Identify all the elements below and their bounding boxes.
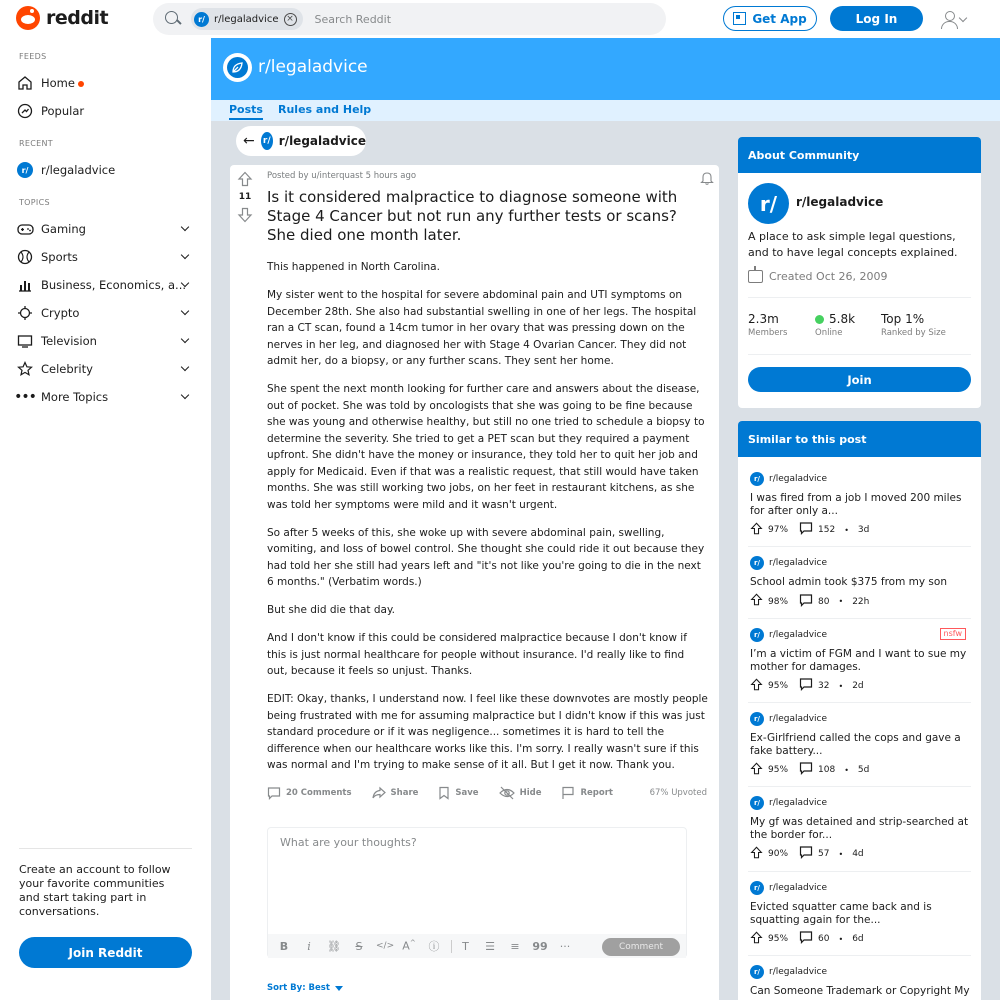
divider bbox=[748, 786, 971, 787]
back-to-subreddit-button[interactable] bbox=[236, 126, 366, 156]
search-bar[interactable] bbox=[153, 3, 666, 35]
code-icon[interactable]: </> bbox=[376, 941, 395, 951]
upvote-icon bbox=[750, 846, 763, 863]
get-app-label: Get App bbox=[752, 11, 807, 26]
post-paragraph: But she did die that day. bbox=[267, 604, 396, 616]
separator-dot: • bbox=[838, 597, 844, 606]
sort-label: Sort By: Best bbox=[267, 983, 330, 993]
hide-button[interactable] bbox=[499, 786, 542, 800]
stat-online bbox=[815, 312, 855, 338]
sports-ball-icon bbox=[16, 248, 34, 266]
divider bbox=[748, 297, 971, 298]
subreddit-avatar-icon: r/ bbox=[16, 161, 34, 179]
post-paragraph: So after 5 weeks of this, she woke up with severe abdominal pain, swelling, vomiting, and loss of bowel control. She thought she could ride it out because they had told her she still had years left and "it's not like you're going to die in the next 6 months." (Verbatim words.) bbox=[267, 526, 705, 588]
similar-post-item[interactable] bbox=[750, 712, 970, 779]
similar-post-sub-name: r/legaladvice bbox=[769, 967, 828, 977]
comment-submit-button[interactable]: Comment bbox=[602, 938, 680, 956]
more-icon: ••• bbox=[14, 389, 36, 405]
more-options-icon[interactable]: ··· bbox=[559, 939, 571, 953]
about-community-card bbox=[738, 137, 981, 408]
bar-chart-icon bbox=[16, 276, 34, 294]
stat-label: Ranked by Size bbox=[881, 328, 946, 338]
similar-post-sub-name: r/legaladvice bbox=[769, 474, 828, 484]
comment-icon bbox=[799, 845, 813, 863]
similar-post-upvote-ratio: 97% bbox=[768, 525, 789, 535]
sidebar-item-label: Popular bbox=[41, 104, 85, 118]
join-community-button[interactable]: Join bbox=[748, 367, 971, 392]
sidebar-item-gaming[interactable] bbox=[16, 218, 196, 240]
similar-post-sub-name: r/legaladvice bbox=[769, 558, 828, 568]
nsfw-badge: nsfw bbox=[940, 628, 966, 640]
feeds-heading: FEEDS bbox=[19, 52, 47, 61]
similar-post-comments: 60 bbox=[818, 934, 830, 944]
similar-post-subreddit bbox=[750, 965, 970, 979]
hide-eye-icon bbox=[499, 786, 515, 800]
television-icon bbox=[16, 332, 34, 350]
similar-post-title: I was fired from a job I moved 200 miles for after only a... bbox=[750, 492, 962, 517]
flag-icon bbox=[561, 786, 575, 800]
about-heading: About Community bbox=[738, 137, 981, 173]
popular-icon bbox=[16, 102, 34, 120]
topics-heading: TOPICS bbox=[19, 198, 50, 207]
similar-post-comments: 108 bbox=[818, 765, 836, 775]
search-icon bbox=[165, 11, 181, 27]
sidebar-item-label: Sports bbox=[41, 250, 78, 264]
divider bbox=[748, 871, 971, 872]
separator-dot: • bbox=[838, 849, 844, 859]
top-header bbox=[0, 0, 1000, 38]
community-avatar: r/ bbox=[748, 183, 789, 224]
upvote-icon bbox=[750, 931, 763, 948]
signup-prompt: Create an account to follow your favorite communities and start taking part in conversations. bbox=[19, 863, 171, 918]
similar-post-sub-name: r/legaladvice bbox=[769, 714, 828, 724]
similar-post-title: Evicted squatter came back and is squatting again for the... bbox=[750, 901, 932, 926]
cake-icon bbox=[748, 270, 763, 283]
sidebar-item-crypto[interactable] bbox=[16, 302, 196, 324]
similar-post-title: School admin took $375 from my son bbox=[750, 576, 947, 588]
post-paragraph: My sister went to the hospital for severe abdominal pain and UTI symptoms on December 28th. She also had substantial swelling in one of her legs. The hospital ran a CT scan, found a 14cm tumor in her ovary that was pressing down on the nerves in her leg, and diagnosed her with Stage 4 Ovarian Cancer. They did not admit her, do a biopsy, or any further scans. They sent her home. bbox=[267, 289, 697, 367]
stat-value: Top 1% bbox=[881, 312, 925, 326]
star-icon bbox=[16, 360, 34, 378]
subreddit-tabs bbox=[211, 100, 1000, 121]
back-arrow-icon: ← bbox=[243, 133, 255, 149]
post-paragraph: She spent the next month looking for further care and answers about the disease, out of pocket. She was told by oncologists that she was going to be fine because she was young and otherwise healthy, but still no one tried to schedule a biopsy to determine the severity. She tried to get a PET scan but they required a payment upfront. She didn't have the money or insurance, they told her to quit her job and apply for Medicaid. Even if that was a realistic request, that still would have taken months. She was still working two jobs, on her feet in restaurant kitchens, as she was told her symptoms were mild and it wasn't urgent. bbox=[267, 383, 705, 511]
similar-post-subreddit bbox=[750, 556, 970, 570]
subreddit-banner bbox=[211, 38, 1000, 100]
divider bbox=[748, 702, 971, 703]
comment-icon bbox=[799, 930, 813, 948]
chevron-down-icon bbox=[181, 307, 189, 315]
left-sidebar bbox=[0, 38, 211, 1000]
stat-value-row bbox=[815, 312, 855, 326]
similar-post-sub-name: r/legaladvice bbox=[769, 630, 828, 640]
tab-rules-and-help[interactable]: Rules and Help bbox=[278, 103, 372, 116]
gamepad-icon bbox=[16, 220, 34, 238]
similar-post-subreddit bbox=[750, 881, 970, 895]
similar-post-title: I’m a victim of FGM and I want to sue my mother for damages. bbox=[750, 648, 967, 673]
stat-label: Online bbox=[815, 328, 843, 338]
stat-rank bbox=[881, 312, 946, 338]
chevron-down-icon bbox=[181, 391, 189, 399]
user-icon bbox=[941, 11, 957, 28]
comment-input[interactable] bbox=[268, 828, 686, 933]
sidebar-item-business[interactable] bbox=[16, 274, 196, 296]
divider bbox=[748, 546, 971, 547]
similar-post-comments: 80 bbox=[818, 596, 830, 607]
post-card bbox=[230, 165, 719, 1000]
reddit-logo[interactable] bbox=[16, 6, 108, 30]
subreddit-avatar-icon: r/ bbox=[750, 796, 764, 810]
report-label: Report bbox=[580, 788, 613, 798]
similar-post-item[interactable] bbox=[750, 472, 970, 539]
comments-count: 20 Comments bbox=[286, 788, 352, 798]
online-indicator bbox=[815, 315, 824, 324]
heading-icon[interactable]: T bbox=[451, 940, 473, 953]
upvote-icon bbox=[750, 522, 763, 539]
divider bbox=[19, 848, 192, 849]
crypto-icon bbox=[16, 304, 34, 322]
comment-icon bbox=[267, 786, 281, 800]
divider bbox=[748, 618, 971, 619]
search-scope-chip[interactable] bbox=[191, 8, 303, 30]
similar-post-sub-name: r/legaladvice bbox=[769, 883, 828, 893]
separator-dot: • bbox=[838, 934, 844, 944]
join-reddit-button[interactable]: Join Reddit bbox=[19, 937, 192, 968]
sort-dropdown[interactable] bbox=[267, 983, 343, 993]
similar-post-upvote-ratio: 95% bbox=[768, 934, 789, 944]
subreddit-avatar-icon: r/ bbox=[750, 712, 764, 726]
similar-post-age: 22h bbox=[852, 596, 870, 607]
similar-post-stats bbox=[750, 593, 970, 611]
similar-post-subreddit bbox=[750, 712, 970, 726]
comment-icon bbox=[799, 593, 813, 611]
subreddit-avatar-icon: r/ bbox=[261, 132, 273, 150]
upvote-icon bbox=[750, 593, 763, 610]
login-button[interactable]: Log In bbox=[830, 6, 923, 31]
subreddit-avatar-icon: r/ bbox=[750, 965, 764, 979]
sidebar-item-sports[interactable] bbox=[16, 246, 196, 268]
subreddit-avatar-icon: r/ bbox=[750, 881, 764, 895]
vote-count: 11 bbox=[238, 192, 252, 202]
similar-post-upvote-ratio: 90% bbox=[768, 849, 789, 859]
separator-dot: • bbox=[844, 525, 849, 535]
chevron-down-icon bbox=[181, 251, 189, 259]
post-meta: Posted by u/interquast 5 hours ago bbox=[267, 171, 417, 181]
sidebar-item-celebrity[interactable] bbox=[16, 358, 196, 380]
comment-editor bbox=[267, 827, 687, 958]
sidebar-item-home[interactable] bbox=[16, 72, 196, 94]
similar-post-upvote-ratio: 95% bbox=[768, 765, 789, 775]
similar-posts-card bbox=[738, 421, 981, 1000]
comment-icon bbox=[799, 677, 813, 695]
recent-heading: RECENT bbox=[19, 139, 53, 148]
home-icon bbox=[16, 74, 34, 92]
quote-icon[interactable]: 99 bbox=[532, 939, 548, 953]
similar-post-title: Can Someone Trademark or Copyright My bbox=[750, 985, 970, 997]
search-chip-label: r/legaladvice bbox=[214, 13, 279, 25]
chevron-down-icon bbox=[181, 363, 189, 371]
search-input[interactable] bbox=[315, 13, 615, 26]
similar-post-age: 6d bbox=[852, 934, 864, 944]
italic-icon[interactable]: i bbox=[307, 939, 311, 953]
similar-post-item[interactable] bbox=[750, 796, 970, 863]
similar-post-age: 3d bbox=[857, 525, 870, 535]
sidebar-item-more-topics[interactable] bbox=[16, 386, 196, 408]
bookmark-icon bbox=[438, 786, 450, 800]
tab-posts[interactable]: Posts bbox=[229, 103, 263, 120]
qr-code-icon bbox=[733, 12, 746, 25]
comments-button[interactable] bbox=[267, 786, 352, 800]
similar-post-subreddit bbox=[750, 796, 970, 810]
downvote-icon[interactable] bbox=[237, 207, 253, 223]
stat-value: 2.3m bbox=[748, 312, 779, 326]
upvote-icon bbox=[750, 762, 763, 779]
sidebar-item-label: Business, Economics, a... bbox=[41, 278, 187, 292]
upvote-icon[interactable] bbox=[237, 171, 253, 187]
share-button[interactable] bbox=[372, 786, 419, 800]
similar-post-stats bbox=[750, 845, 970, 863]
logo-text: reddit bbox=[46, 7, 109, 29]
similar-post-stats bbox=[750, 677, 970, 695]
chevron-down-icon bbox=[959, 13, 967, 21]
subreddit-avatar-icon: r/ bbox=[750, 472, 764, 486]
sidebar-item-label: Television bbox=[41, 334, 97, 348]
similar-post-stats bbox=[750, 930, 970, 948]
similar-post-upvote-ratio: 98% bbox=[768, 596, 789, 607]
sidebar-item-label: Gaming bbox=[41, 222, 86, 236]
community-name[interactable]: r/legaladvice bbox=[796, 195, 884, 209]
chevron-down-icon bbox=[181, 335, 189, 343]
sidebar-item-popular[interactable] bbox=[16, 100, 196, 122]
post-paragraph: EDIT: Okay, thanks, I understand now. I feel like these downvotes are mostly people being frustrated with me for assuming malpractice but I didn't know if this was just standard procedure or if it was negligence... sometimes it is hard to tell the difference when our healthcare works like this. I'm sorry. I really wasn't sure if this was normal and I'm trying to make sense of it all. But I get it now. Thank you. bbox=[267, 693, 708, 771]
chevron-down-icon bbox=[181, 223, 189, 231]
upvote-icon bbox=[750, 678, 763, 695]
save-label: Save bbox=[455, 788, 479, 798]
stat-members bbox=[748, 312, 787, 338]
bulleted-list-icon[interactable]: ☰ bbox=[485, 939, 495, 953]
divider bbox=[748, 354, 971, 355]
similar-post-sub-name: r/legaladvice bbox=[769, 798, 828, 808]
notification-dot bbox=[78, 81, 84, 87]
sidebar-item-label: Home bbox=[41, 76, 75, 90]
stat-value: 5.8k bbox=[829, 312, 856, 326]
post-body bbox=[267, 259, 708, 785]
comment-icon bbox=[799, 761, 813, 779]
similar-heading: Similar to this post bbox=[738, 421, 981, 457]
sidebar-item-television[interactable] bbox=[16, 330, 196, 352]
similar-post-stats bbox=[750, 761, 970, 779]
sidebar-item-legaladvice[interactable] bbox=[16, 159, 196, 181]
sidebar-item-label: Crypto bbox=[41, 306, 80, 320]
post-paragraph: This happened in North Carolina. bbox=[267, 261, 440, 273]
separator-dot: • bbox=[838, 681, 844, 691]
similar-post-comments: 152 bbox=[818, 525, 836, 535]
subreddit-avatar-icon: r/ bbox=[750, 628, 764, 642]
share-icon bbox=[372, 786, 386, 800]
close-icon[interactable]: × bbox=[284, 13, 297, 26]
caret-down-icon bbox=[335, 986, 343, 991]
share-label: Share bbox=[390, 788, 419, 798]
sidebar-item-label: Celebrity bbox=[41, 362, 93, 376]
hide-label: Hide bbox=[519, 788, 542, 798]
post-actions bbox=[267, 783, 707, 803]
spoiler-icon[interactable]: ⓘ bbox=[428, 940, 440, 953]
similar-post-upvote-ratio: 95% bbox=[768, 681, 789, 691]
subreddit-avatar-icon: r/ bbox=[194, 12, 209, 27]
community-created bbox=[748, 270, 888, 283]
similar-post-age: 5d bbox=[857, 765, 870, 775]
similar-post-comments: 57 bbox=[818, 849, 830, 859]
similar-post-title: My gf was detained and strip-searched at the border for... bbox=[750, 816, 969, 841]
separator-dot: • bbox=[844, 765, 849, 775]
stat-label: Members bbox=[748, 328, 788, 338]
subreddit-title: r/legaladvice bbox=[258, 57, 368, 77]
get-app-button[interactable] bbox=[723, 6, 817, 31]
similar-post-item[interactable] bbox=[750, 628, 970, 695]
similar-post-item[interactable] bbox=[750, 881, 970, 948]
similar-post-subreddit bbox=[750, 472, 970, 486]
vote-column bbox=[230, 165, 260, 223]
bell-icon[interactable] bbox=[700, 171, 714, 185]
bold-icon[interactable]: B bbox=[279, 939, 289, 953]
divider bbox=[748, 955, 971, 956]
similar-post-comments: 32 bbox=[818, 681, 830, 691]
subreddit-name: r/legaladvice bbox=[278, 134, 366, 148]
editor-toolbar bbox=[268, 934, 686, 958]
similar-post-age: 2d bbox=[852, 681, 864, 691]
subreddit-avatar-icon: r/ bbox=[750, 556, 764, 570]
superscript-icon[interactable]: A^ bbox=[402, 939, 416, 953]
created-date: Created Oct 26, 2009 bbox=[769, 270, 888, 283]
sidebar-item-label: r/legaladvice bbox=[41, 163, 116, 177]
similar-post-stats bbox=[750, 521, 970, 539]
post-paragraph: And I don't know if this could be considered malpractice because I don't know if this is just normal healthcare for people without insurance. I'd really like to find out, because it feels so unjust. Thanks. bbox=[267, 632, 687, 677]
link-icon[interactable]: ⛓ bbox=[327, 939, 341, 953]
similar-post-item[interactable] bbox=[750, 556, 970, 611]
similar-post-subreddit bbox=[750, 628, 970, 642]
strikethrough-icon[interactable]: S bbox=[355, 939, 363, 953]
similar-post-item[interactable] bbox=[750, 965, 970, 998]
post-title: Is it considered malpractice to diagnose someone with Stage 4 Cancer but not run any further tests or scans? She died one month later. bbox=[267, 188, 678, 244]
numbered-list-icon[interactable]: ≡ bbox=[510, 939, 520, 953]
reddit-logo-icon bbox=[16, 6, 40, 30]
similar-post-title: Ex-Girlfriend called the cops and gave a fake battery... bbox=[750, 732, 961, 757]
comment-icon bbox=[799, 521, 813, 539]
save-button[interactable] bbox=[438, 786, 478, 800]
report-button[interactable] bbox=[561, 786, 613, 800]
community-description: A place to ask simple legal questions, and to have legal concepts explained. bbox=[748, 230, 958, 259]
upvote-ratio: 67% Upvoted bbox=[649, 788, 707, 798]
subreddit-icon bbox=[223, 53, 252, 82]
sidebar-item-label: More Topics bbox=[41, 390, 109, 404]
similar-post-age: 4d bbox=[852, 849, 864, 859]
user-menu-button[interactable] bbox=[941, 9, 971, 29]
